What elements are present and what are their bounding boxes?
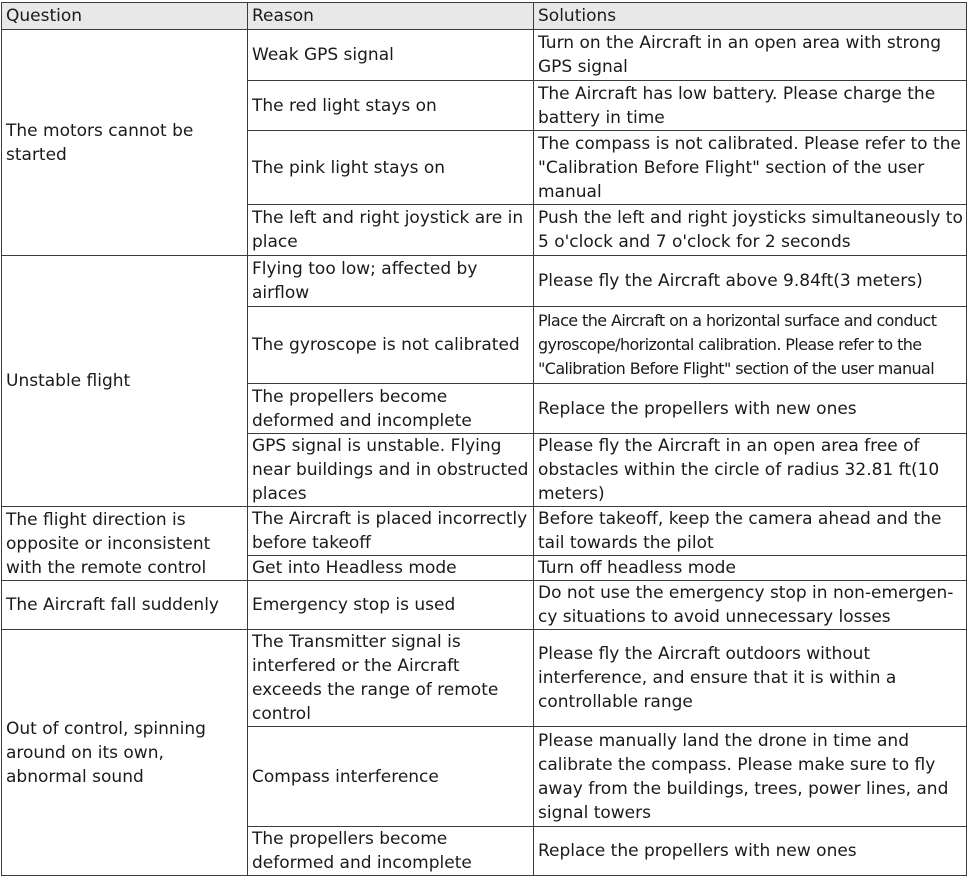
- reason-cell: Emergency stop is used: [248, 581, 534, 630]
- solution-cell: Do not use the emergency stop in non-emergen-cy situations to avoid unnecessary losses: [534, 581, 967, 630]
- table-row: [2, 507, 967, 556]
- question-cell: Out of control, spinning around on its own, abnormal sound: [2, 630, 248, 876]
- table-header-row: [2, 3, 967, 30]
- reason-cell: The Transmitter signal is interfered or the Aircraft exceeds the range of remote control: [248, 630, 534, 727]
- solution-cell: Please fly the Aircraft above 9.84ft(3 meters): [534, 256, 967, 307]
- table-row: [2, 581, 967, 630]
- solution-cell: Please fly the Aircraft outdoors without interference, and ensure that it is within a controllable range: [534, 630, 967, 727]
- solution-cell: The Aircraft has low battery. Please charge the battery in time: [534, 81, 967, 131]
- reason-cell: Compass interference: [248, 727, 534, 827]
- header-solutions: Solutions: [534, 3, 967, 30]
- question-cell: The motors cannot be started: [2, 30, 248, 256]
- solution-cell: Please manually land the drone in time and calibrate the compass. Please make sure to fly away from the buildings, trees, power lines, and signal towers: [534, 727, 967, 827]
- reason-cell: The red light stays on: [248, 81, 534, 131]
- reason-cell: Get into Headless mode: [248, 556, 534, 581]
- solution-cell: Turn on the Aircraft in an open area with strong GPS signal: [534, 30, 967, 81]
- reason-cell: Flying too low; affected by airflow: [248, 256, 534, 307]
- table-row: [2, 30, 967, 81]
- table-row: [2, 256, 967, 307]
- troubleshooting-table: [1, 2, 967, 876]
- question-cell: Unstable flight: [2, 256, 248, 507]
- solution-cell: Please fly the Aircraft in an open area free of obstacles within the circle of radius 32.81 ft(10 meters): [534, 434, 967, 507]
- reason-cell: The pink light stays on: [248, 131, 534, 205]
- solution-cell: Turn off headless mode: [534, 556, 967, 581]
- reason-cell: The Aircraft is placed incorrectly before takeoff: [248, 507, 534, 556]
- solution-cell: Place the Aircraft on a horizontal surface and conduct gyroscope/horizontal calibration. Please refer to the "Calibration Before Flight" section of the user manual: [534, 307, 967, 384]
- header-reason: Reason: [248, 3, 534, 30]
- solution-cell: Before takeoff, keep the camera ahead and the tail towards the pilot: [534, 507, 967, 556]
- question-cell: The flight direction is opposite or inconsistent with the remote control: [2, 507, 248, 581]
- solution-cell: Replace the propellers with new ones: [534, 384, 967, 434]
- question-cell: The Aircraft fall suddenly: [2, 581, 248, 630]
- reason-cell: The gyroscope is not calibrated: [248, 307, 534, 384]
- reason-cell: Weak GPS signal: [248, 30, 534, 81]
- solution-cell: The compass is not calibrated. Please refer to the "Calibration Before Flight" section of the user manual: [534, 131, 967, 205]
- reason-cell: The left and right joystick are in place: [248, 205, 534, 256]
- table-row: [2, 630, 967, 727]
- header-question: Question: [2, 3, 248, 30]
- solution-cell: Replace the propellers with new ones: [534, 827, 967, 876]
- reason-cell: The propellers become deformed and incomplete: [248, 827, 534, 876]
- solution-cell: Push the left and right joysticks simultaneously to 5 o'clock and 7 o'clock for 2 seconds: [534, 205, 967, 256]
- reason-cell: GPS signal is unstable. Flying near buildings and in obstructed places: [248, 434, 534, 507]
- reason-cell: The propellers become deformed and incomplete: [248, 384, 534, 434]
